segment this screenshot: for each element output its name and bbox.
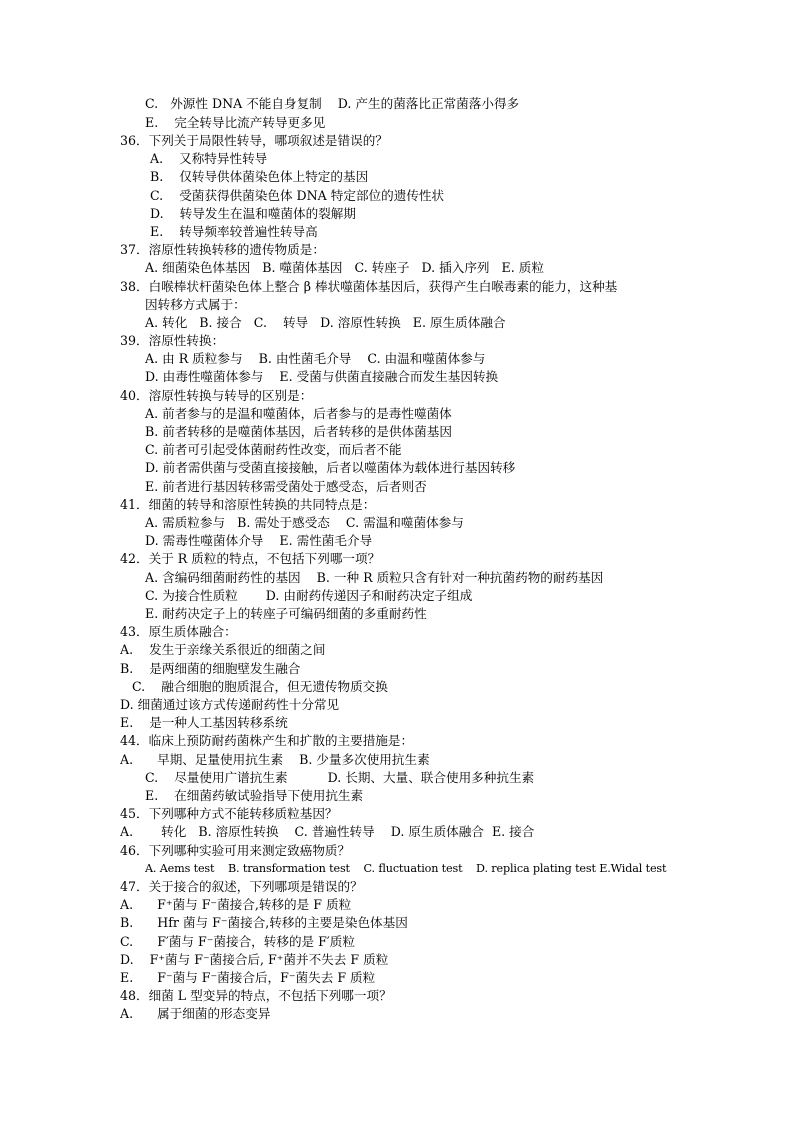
text-line: C. 外源性 DNA 不能自身复制 D. 产生的菌落比正常菌落小得多 <box>145 96 520 111</box>
question-42: 42．关于 R 质粒的特点，不包括下列哪一项？ <box>120 551 381 566</box>
option-line: A. 前者参与的是温和噬菌体，后者参与的是毒性噬菌体 <box>145 406 452 421</box>
option-line: E. 是一种人工基因转移系统 <box>120 715 288 730</box>
option-line: A. 又称特异性转导 <box>150 151 268 166</box>
option-line: C. 受菌获得供菌染色体 DNA 特定部位的遗传性状 <box>150 188 445 203</box>
option-line: E. 耐药决定子上的转座子可编码细菌的多重耐药性 <box>145 606 427 621</box>
option-line: A. 属于细菌的形态变异 <box>120 1006 271 1021</box>
question-43: 43．原生质体融合： <box>120 624 237 639</box>
option-line: A. 需质粒参与 B. 需处于感受态 C. 需温和噬菌体参与 <box>145 515 464 530</box>
option-line: C. 融合细胞的胞质混合，但无遗传物质交换 <box>132 679 388 694</box>
question-38: 38．白喉棒状杆菌染色体上整合 β 棒状噬菌体基因后，获得产生白喉毒素的能力，这种基 <box>120 279 618 294</box>
option-line: E. 转导频率较普遍性转导高 <box>150 224 318 239</box>
question-46: 46．下列哪种实验可用来测定致癌物质？ <box>120 843 351 858</box>
option-line: D. 需毒性噬菌体介导 E. 需性菌毛介导 <box>145 533 373 548</box>
question-44: 44．临床上预防耐药菌株产生和扩散的主要措施是： <box>120 733 414 748</box>
option-line: B. 前者转移的是噬菌体基因，后者转移的是供体菌基因 <box>145 424 452 439</box>
question-45: 45．下列哪种方式不能转移质粒基因？ <box>120 806 338 821</box>
question-37: 37．溶原性转换转移的遗传物质是： <box>120 242 325 257</box>
option-line: A. 早期、足量使用抗生素 B. 少量多次使用抗生素 <box>120 752 430 767</box>
option-line: B. Hfr 菌与 F⁻菌接合,转移的主要是染色体基因 <box>120 915 408 930</box>
text-line: 因转移方式属于： <box>145 297 246 312</box>
option-line: C. F′菌与 F⁻菌接合，转移的是 F′质粒 <box>120 934 355 949</box>
question-48: 48．细菌 L 型变异的特点，不包括下列哪一项？ <box>120 988 392 1003</box>
option-line: D. 转导发生在温和噬菌体的裂解期 <box>150 206 356 221</box>
option-line: B. 仅转导供体菌染色体上特定的基因 <box>150 169 369 184</box>
question-47: 47．关于接合的叙述，下列哪项是错误的？ <box>120 879 363 894</box>
option-line: C. 尽量使用广谱抗生素 D. 长期、大量、联合使用多种抗生素 <box>145 770 535 785</box>
option-line: E. F⁻菌与 F⁻菌接合后，F⁻菌失去 F 质粒 <box>120 970 376 985</box>
option-line: D. 前者需供菌与受菌直接接触，后者以噬菌体为载体进行基因转移 <box>145 460 516 475</box>
option-line: A. F⁺菌与 F⁻菌接合,转移的是 F 质粒 <box>120 897 352 912</box>
option-line: A. 含编码细菌耐药性的基因 B. 一种 R 质粒只含有针对一种抗菌药物的耐药基因 <box>145 570 604 585</box>
option-line: A. Aems test B. transformation test C. fluctuation test D. replica plating test E.Widal test <box>145 862 667 875</box>
option-line: A. 由 R 质粒参与 B. 由性菌毛介导 C. 由温和噬菌体参与 <box>145 351 486 366</box>
text-line: E. 完全转导比流产转导更多见 <box>145 115 326 130</box>
option-line: C. 前者可引起受体菌耐药性改变，而后者不能 <box>145 442 402 457</box>
option-line: A. 细菌染色体基因 B. 噬菌体基因 C. 转座子 D. 插入序列 E. 质粒 <box>145 260 544 275</box>
question-36: 36．下列关于局限性转导，哪项叙述是错误的？ <box>120 133 388 148</box>
option-line: D. F⁺菌与 F⁻菌接合后, F⁺菌并不失去 F 质粒 <box>120 952 389 967</box>
question-41: 41．细菌的转导和溶原性转换的共同特点是： <box>120 497 376 512</box>
option-line: D. 由毒性噬菌体参与 E. 受菌与供菌直接融合而发生基因转换 <box>145 369 499 384</box>
option-line: D. 细菌通过该方式传递耐药性十分常见 <box>120 697 340 712</box>
question-40: 40．溶原性转换与转导的区别是： <box>120 388 313 403</box>
option-line: E. 在细菌药敏试验指导下使用抗生素 <box>145 788 364 803</box>
option-line: A. 发生于亲缘关系很近的细菌之间 <box>120 642 326 657</box>
option-line: E. 前者进行基因转移需受菌处于感受态，后者则否 <box>145 479 427 494</box>
option-line: A. 转化 B. 接合 C. 转导 D. 溶原性转换 E. 原生质体融合 <box>145 315 506 330</box>
option-line: A. 转化 B. 溶原性转换 C. 普遍性转导 D. 原生质体融合 E. 接合 <box>120 824 535 839</box>
question-39: 39．溶原性转换： <box>120 333 225 348</box>
option-line: C. 为接合性质粒 D. 由耐药传递因子和耐药决定子组成 <box>145 588 473 603</box>
option-line: B. 是两细菌的细胞壁发生融合 <box>120 661 301 676</box>
